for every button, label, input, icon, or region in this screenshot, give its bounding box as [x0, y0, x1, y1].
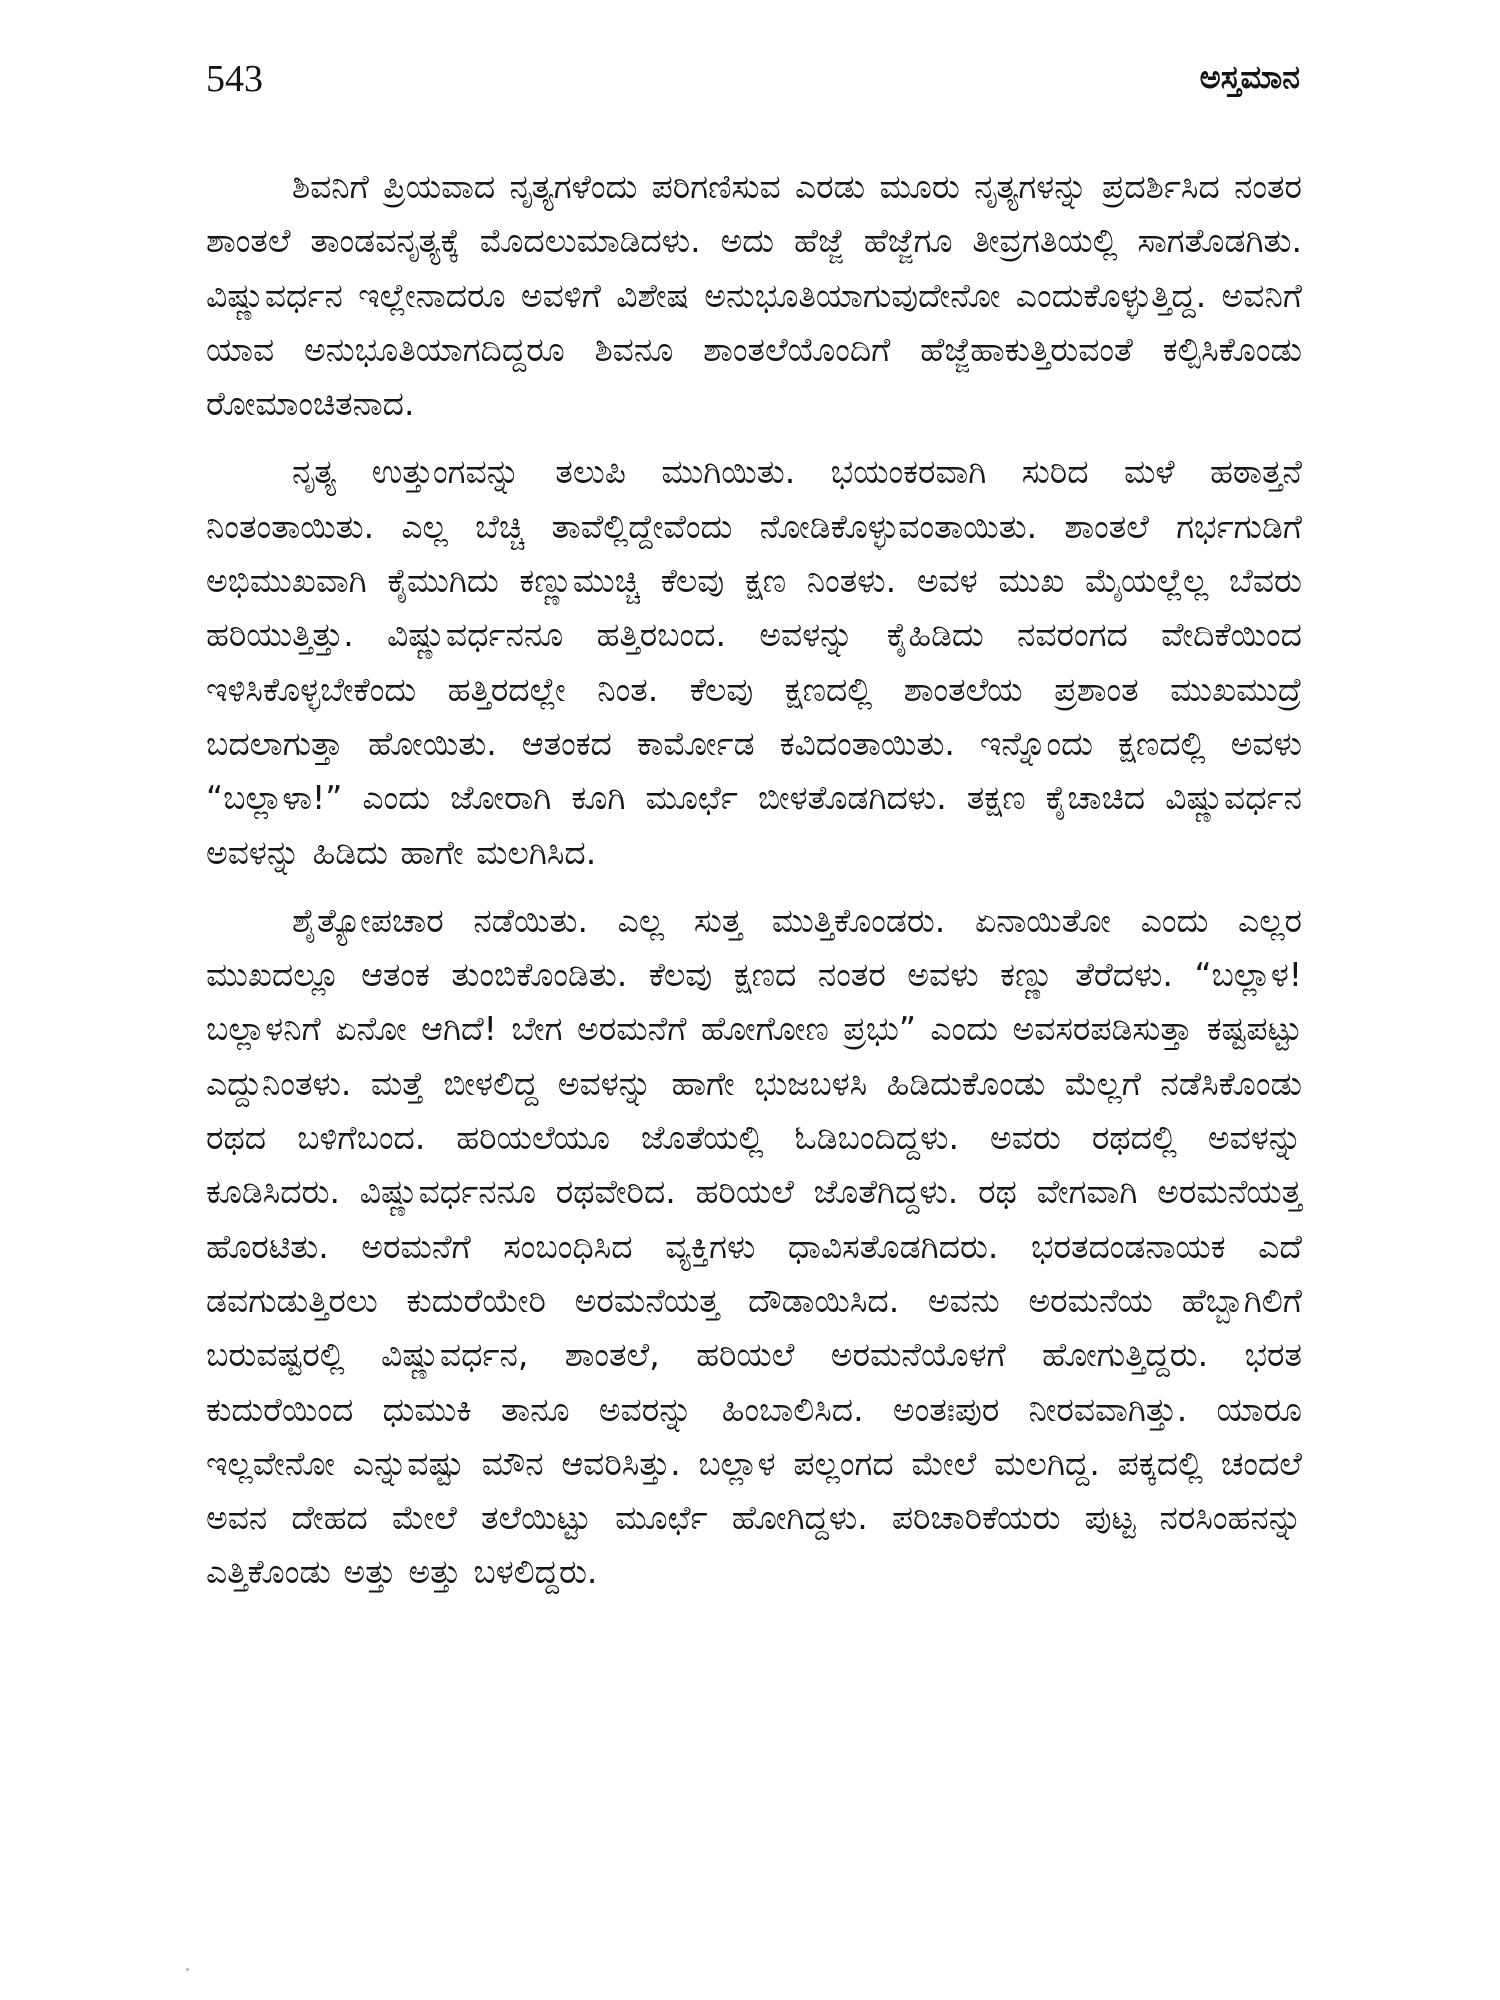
paragraph-3: ಶೈತ್ಯೋಪಚಾರ ನಡೆಯಿತು. ಎಲ್ಲ ಸುತ್ತ ಮುತ್ತಿಕೊಂಡರು. ಏನಾಯಿತೋ ಎಂದು ಎಲ್ಲರ ಮುಖದಲ್ಲೂ ಆತಂಕ ತುಂಬಿಕೊಂಡಿತು. ಕೆಲವು ಕ್ಷಣದ ನಂತರ ಅವಳು ಕಣ್ಣು ತೆರೆದಳು. “ಬಲ್ಲಾಳ! ಬಲ್ಲಾಳನಿಗೆ ಏನೋ ಆಗಿದೆ! ಬೇಗ ಅರಮನೆಗೆ ಹೋಗೋಣ ಪ್ರಭು” ಎಂದು ಅವಸರಪಡಿಸುತ್ತಾ ಕಷ್ಟಪಟ್ಟು ಎದ್ದುನಿಂತಳು. ಮತ್ತೆ ಬೀಳಲಿದ್ದ ಅವಳನ್ನು ಹಾಗೇ ಭುಜಬಳಸಿ ಹಿಡಿದುಕೊಂಡು ಮೆಲ್ಲಗೆ ನಡೆಸಿಕೊಂಡು ರಥದ ಬಳಿಗೆಬಂದ. ಹರಿಯಲೆಯೂ ಜೊತೆಯಲ್ಲಿ ಓಡಿಬಂದಿದ್ದಳು. ಅವರು ರಥದಲ್ಲಿ ಅವಳನ್ನು ಕೂಡಿಸಿದರು. ವಿಷ್ಣುವರ್ಧನನೂ ರಥವೇರಿದ. ಹರಿಯಲೆ ಜೊತೆಗಿದ್ದಳು. ರಥ ವೇಗವಾಗಿ ಅರಮನೆಯತ್ತ ಹೊರಟಿತು. ಅರಮನೆಗೆ ಸಂಬಂಧಿಸಿದ ವ್ಯಕ್ತಿಗಳು ಧಾವಿಸತೊಡಗಿದರು. ಭರತದಂಡನಾಯಕ ಎದೆ ಡವಗುಡುತ್ತಿರಲು ಕುದುರೆಯೇರಿ ಅರಮನೆಯತ್ತ ದೌಡಾಯಿಸಿದ. ಅವನು ಅರಮನೆಯ ಹೆಬ್ಬಾಗಿಲಿಗೆ ಬರುವಷ್ಟರಲ್ಲಿ ವಿಷ್ಣುವರ್ಧನ, ಶಾಂತಲೆ, ಹರಿಯಲೆ ಅರಮನೆಯೊಳಗೆ ಹೋಗುತ್ತಿದ್ದರು. ಭರತ ಕುದುರೆಯಿಂದ ಧುಮುಕಿ ತಾನೂ ಅವರನ್ನು ಹಿಂಬಾಲಿಸಿದ. ಅಂತಃಪುರ ನೀರವವಾಗಿತ್ತು. ಯಾರೂ ಇಲ್ಲವೇನೋ ಎನ್ನುವಷ್ಟು ಮೌನ ಆವರಿಸಿತ್ತು. ಬಲ್ಲಾಳ ಪಲ್ಲಂಗದ ಮೇಲೆ ಮಲಗಿದ್ದ. ಪಕ್ಕದಲ್ಲಿ ಚಂದಲೆ ಅವನ ದೇಹದ ಮೇಲೆ ತಲೆಯಿಟ್ಟು ಮೂರ್ಛೆ ಹೋಗಿದ್ದಳು. ಪರಿಚಾರಿಕೆಯರು ಪುಟ್ಟ ನರಸಿಂಹನನ್ನು ಎತ್ತಿಕೊಂಡು ಅತ್ತು ಅತ್ತು ಬಳಲಿದ್ದರು.	[206, 900, 1302, 1592]
running-title: ಅಸ್ತಮಾನ	[1199, 58, 1300, 96]
body-text	[206, 160, 1302, 1600]
scan-speck	[186, 1968, 189, 1971]
paragraph-1: ಶಿವನಿಗೆ ಪ್ರಿಯವಾದ ನೃತ್ಯಗಳೆಂದು ಪರಿಗಣಿಸುವ ಎರಡು ಮೂರು ನೃತ್ಯಗಳನ್ನು ಪ್ರದರ್ಶಿಸಿದ ನಂತರ ಶಾಂತಲೆ ತಾಂಡವನೃತ್ಯಕ್ಕೆ ಮೊದಲುಮಾಡಿದಳು. ಅದು ಹೆಜ್ಜೆ ಹೆಜ್ಜೆಗೂ ತೀವ್ರಗತಿಯಲ್ಲಿ ಸಾಗತೊಡಗಿತು. ವಿಷ್ಣುವರ್ಧನ ಇಲ್ಲೇನಾದರೂ ಅವಳಿಗೆ ವಿಶೇಷ ಅನುಭೂತಿಯಾಗುವುದೇನೋ ಎಂದುಕೊಳ್ಳುತ್ತಿದ್ದ. ಅವನಿಗೆ ಯಾವ ಅನುಭೂತಿಯಾಗದಿದ್ದರೂ ಶಿವನೂ ಶಾಂತಲೆಯೊಂದಿಗೆ ಹೆಜ್ಜೆಹಾಕುತ್ತಿರುವಂತೆ ಕಲ್ಪಿಸಿಕೊಂಡು ರೋಮಾಂಚಿತನಾದ.	[206, 167, 1302, 424]
page-number: 543	[206, 58, 263, 100]
paragraph-2: ನೃತ್ಯ ಉತ್ತುಂಗವನ್ನು ತಲುಪಿ ಮುಗಿಯಿತು. ಭಯಂಕರವಾಗಿ ಸುರಿದ ಮಳೆ ಹಠಾತ್ತನೆ ನಿಂತಂತಾಯಿತು. ಎಲ್ಲ ಬೆಚ್ಚಿ ತಾವೆಲ್ಲಿದ್ದೇವೆಂದು ನೋಡಿಕೊಳ್ಳುವಂತಾಯಿತು. ಶಾಂತಲೆ ಗರ್ಭಗುಡಿಗೆ ಅಭಿಮುಖವಾಗಿ ಕೈಮುಗಿದು ಕಣ್ಣುಮುಚ್ಚಿ ಕೆಲವು ಕ್ಷಣ ನಿಂತಳು. ಅವಳ ಮುಖ ಮೈಯಲ್ಲೆಲ್ಲ ಬೆವರು ಹರಿಯುತ್ತಿತ್ತು. ವಿಷ್ಣುವರ್ಧನನೂ ಹತ್ತಿರಬಂದ. ಅವಳನ್ನು ಕೈಹಿಡಿದು ನವರಂಗದ ವೇದಿಕೆಯಿಂದ ಇಳಿಸಿಕೊಳ್ಳಬೇಕೆಂದು ಹತ್ತಿರದಲ್ಲೇ ನಿಂತ. ಕೆಲವು ಕ್ಷಣದಲ್ಲಿ ಶಾಂತಲೆಯ ಪ್ರಶಾಂತ ಮುಖಮುದ್ರೆ ಬದಲಾಗುತ್ತಾ ಹೋಯಿತು. ಆತಂಕದ ಕಾರ್ಮೋಡ ಕವಿದಂತಾಯಿತು. ಇನ್ನೊಂದು ಕ್ಷಣದಲ್ಲಿ ಅವಳು “ಬಲ್ಲಾಳಾ!” ಎಂದು ಜೋರಾಗಿ ಕೂಗಿ ಮೂರ್ಛೆ ಬೀಳತೊಡಗಿದಳು. ತಕ್ಷಣ ಕೈಚಾಚಿದ ವಿಷ್ಣುವರ್ಧನ ಅವಳನ್ನು ಹಿಡಿದು ಹಾಗೇ ಮಲಗಿಸಿದ.	[206, 452, 1302, 872]
